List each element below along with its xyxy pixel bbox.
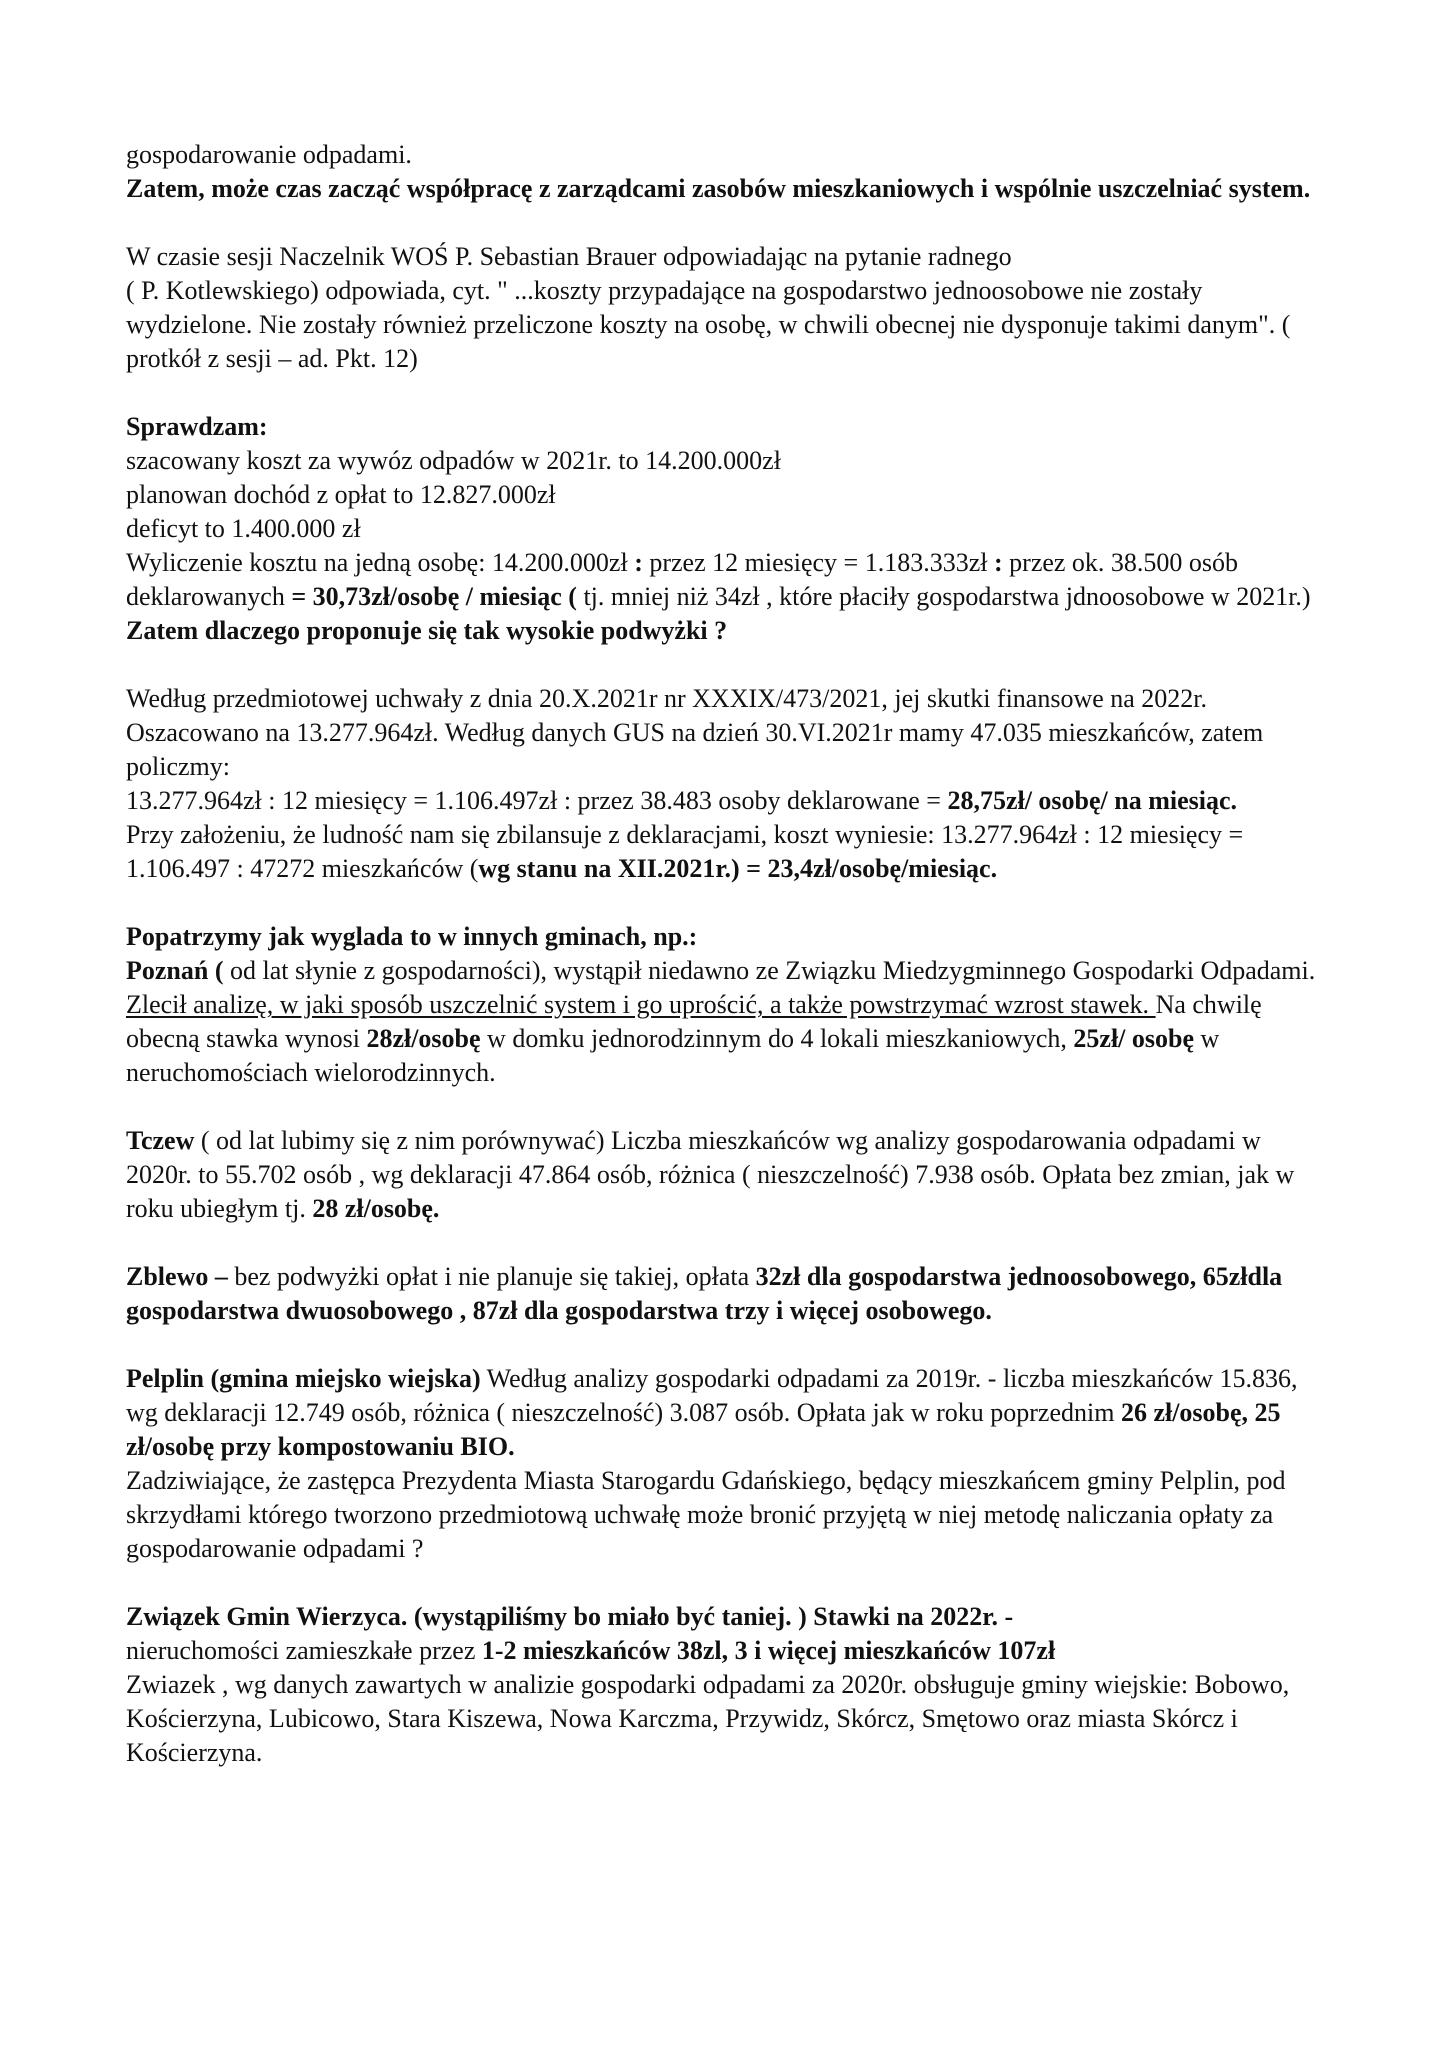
other-communes-heading: Popatrzymy jak wyglada to w innych gminach, np.: — [126, 922, 698, 951]
paragraph-poznan: Poznań ( od lat słynie z gospodarności), wystąpił niedawno ze Związku Miedzygminnego Gospodarki Odpadami. Zlecił analizę, w jaki sposób uszczelnić system i go uprościć, a także powstrzymać wzrost stawek. Na chwilę obecną stawka wynosi 28zł/osobę w domku jednorodzinnym do 4 lokali mieszkaniowych, 25zł/ osobę w neruchomościach wielorodzinnych. — [126, 956, 1316, 1087]
paragraph-zblewo: Zblewo – bez podwyżki opłat i nie planuje się takiej, opłata 32zł dla gospodarstwa jednoosobowego, 65złdla gospodarstwa dwuosobowego , 87zł dla gospodarstwa trzy i więcej osobowego. — [126, 1262, 1283, 1325]
paragraph-intro-end: gospodarowanie odpadami. — [126, 140, 412, 169]
sprawdzam-line-deficit: deficyt to 1.400.000 zł — [126, 514, 361, 543]
uchwala-calc-balanced: Przy założeniu, że ludność nam się zbilansuje z deklaracjami, koszt wyniesie: 13.277.964zł : 12 miesięcy = 1.106.497 : 47272 mieszkańców (wg stanu na XII.2021r.) = 23,4zł/osobę/miesiąc. — [126, 820, 1244, 883]
sprawdzam-line-cost: szacowany koszt za wywóz odpadów w 2021r. to 14.200.000zł — [126, 446, 781, 475]
poznan-name: Poznań ( — [126, 956, 230, 985]
wierzyca-heading: Związek Gmin Wierzyca. (wystąpiliśmy bo miało być taniej. ) Stawki na 2022r. - — [126, 1602, 1014, 1631]
paragraph-pelplin: Pelplin (gmina miejsko wiejska) Według analizy gospodarki odpadami za 2019r. - liczba mieszkańców 15.836, wg deklaracji 12.749 osób, różnica ( nieszczelność) 3.087 osób. Opłata jak w roku poprzednim 26 zł/osobę, 25 zł/osobę przy kompostowaniu BIO. — [126, 1364, 1298, 1461]
tczew-name: Tczew — [126, 1126, 195, 1155]
sprawdzam-question: Zatem dlaczego proponuje się tak wysokie podwyżki ? — [126, 616, 728, 645]
document-page — [126, 138, 1316, 1770]
zblewo-name: Zblewo – — [126, 1262, 235, 1291]
wierzyca-rates: nieruchomości zamieszkałe przez 1-2 mieszkańców 38zl, 3 i więcej mieszkańców 107zł — [126, 1636, 1056, 1665]
uchwala-calc-declared: 13.277.964zł : 12 miesięcy = 1.106.497zł : przez 38.483 osoby deklarowane = 28,75zł/ osobę/ na miesiąc. — [126, 786, 1238, 815]
paragraph-cooperation — [126, 172, 1316, 206]
sprawdzam-line-income: planowan dochód z opłat to 12.827.000zł — [126, 480, 556, 509]
paragraph-tczew: Tczew ( od lat lubimy się z nim porównywać) Liczba mieszkańców wg analizy gospodarowania odpadami w 2020r. to 55.702 osób , wg deklaracji 47.864 osób, różnica ( nieszczelność) 7.938 osób. Opłata bez zmian, jak w roku ubiegłym tj. 28 zł/osobę. — [126, 1126, 1295, 1223]
bold-statement: Zatem, może czas zacząć współpracę z zarządcami zasobów mieszkaniowych i wspólnie uszczelniać system. — [126, 174, 1311, 203]
wierzyca-communes: Zwiazek , wg danych zawartych w analizie gospodarki odpadami za 2020r. obsługuje gminy wiejskie: Bobowo, Kościerzyna, Lubicowo, Stara Kiszewa, Nowa Karczma, Przywidz, Skórcz, Smętowo oraz miasta Skórcz i Kościerzyna. — [126, 1670, 1290, 1767]
paragraph-uchwala: Według przedmiotowej uchwały z dnia 20.X.2021r nr XXXIX/473/2021, jej skutki finansowe na 2022r. Oszacowano na 13.277.964zł. Według danych GUS na dzień 30.VI.2021r mamy 47.035 mieszkańców, zatem policzmy: — [126, 684, 1264, 781]
poznan-underlined-text: Zlecił analizę, w jaki sposób uszczelnić system i go uprościć, a także powstrzymać wzrost stawek. — [126, 990, 1156, 1019]
paragraph-pelplin-comment: Zadziwiające, że zastępca Prezydenta Miasta Starogardu Gdańskiego, będący mieszkańcem gminy Pelplin, pod skrzydłami którego tworzono przedmiotową uchwałę może bronić przyjętą w niej metodę naliczania opłaty za gospodarowanie odpadami ? — [126, 1466, 1286, 1563]
sprawdzam-calculation: Wyliczenie kosztu na jedną osobę: 14.200.000zł : przez 12 miesięcy = 1.183.333zł : przez ok. 38.500 osób deklarowanych = 30,73zł/osobę / miesiąc ( tj. mniej niż 34zł , które płaciły gospodarstwa jdnoosobowe w 2021r.) — [126, 548, 1311, 611]
pelplin-name: Pelplin (gmina miejsko wiejska) — [126, 1364, 481, 1393]
sprawdzam-heading: Sprawdzam: — [126, 412, 268, 441]
paragraph-session: W czasie sesji Naczelnik WOŚ P. Sebastian Brauer odpowiadając na pytanie radnego ( P. Kotlewskiego) odpowiada, cyt. " ...koszty przypadające na gospodarstwo jednoosobowe nie zostały wydzielone. Nie zostały również przeliczone koszty na osobę, w chwili obecnej nie dysponuje takimi danym". ( protkół z sesji – ad. Pkt. 12) — [126, 242, 1291, 373]
